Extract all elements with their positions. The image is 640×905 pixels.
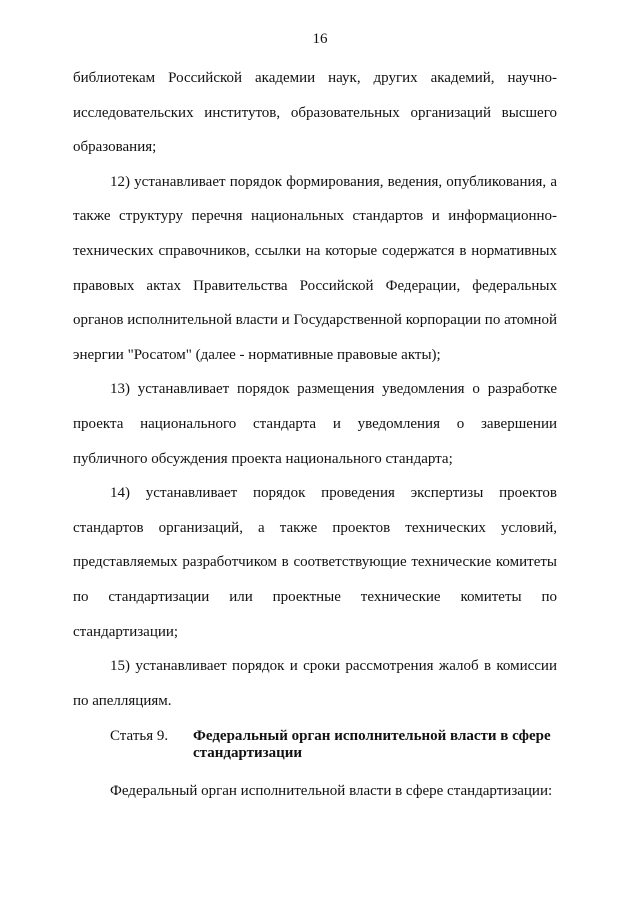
paragraph-item-14: 14) устанавливает порядок проведения экспертизы проектов стандартов организаций, а также проектов технических условий, представляемых разработчиком в соответствующие технические комитеты по стандартизации или проектные технические комитеты по стандартизации; xyxy=(73,485,557,640)
article-title: Федеральный орган исполнительной власти в сфере стандартизации xyxy=(193,728,551,762)
paragraph-item-13: 13) устанавливает порядок размещения уведомления о разработке проекта национального стандарта и уведомления о завершении публичного обсуждения проекта национального стандарта; xyxy=(73,381,557,467)
document-body xyxy=(73,61,557,809)
paragraph-continuation: библиотекам Российской академии наук, других академий, научно-исследовательских институтов, образовательных организаций высшего образования; xyxy=(73,70,557,156)
page-number: 16 xyxy=(312,31,328,47)
article-label: Статья 9. xyxy=(110,728,169,745)
article-heading xyxy=(73,722,557,774)
paragraph-article-intro: Федеральный орган исполнительной власти в сфере стандартизации: xyxy=(110,783,553,800)
paragraph-item-12: 12) устанавливает порядок формирования, ведения, опубликования, а также структуру перечня национальных стандартов и информационно-технических справочников, ссылки на которые содержатся в нормативных правовых актах Правительства Российской Федерации, федеральных органов исполнительной власти и Государственной корпорации по атомной энергии "Росатом" (далее - нормативные правовые акты); xyxy=(73,173,557,363)
paragraph-item-15: 15) устанавливает порядок и сроки рассмотрения жалоб в комиссии по апелляциям. xyxy=(73,658,557,709)
